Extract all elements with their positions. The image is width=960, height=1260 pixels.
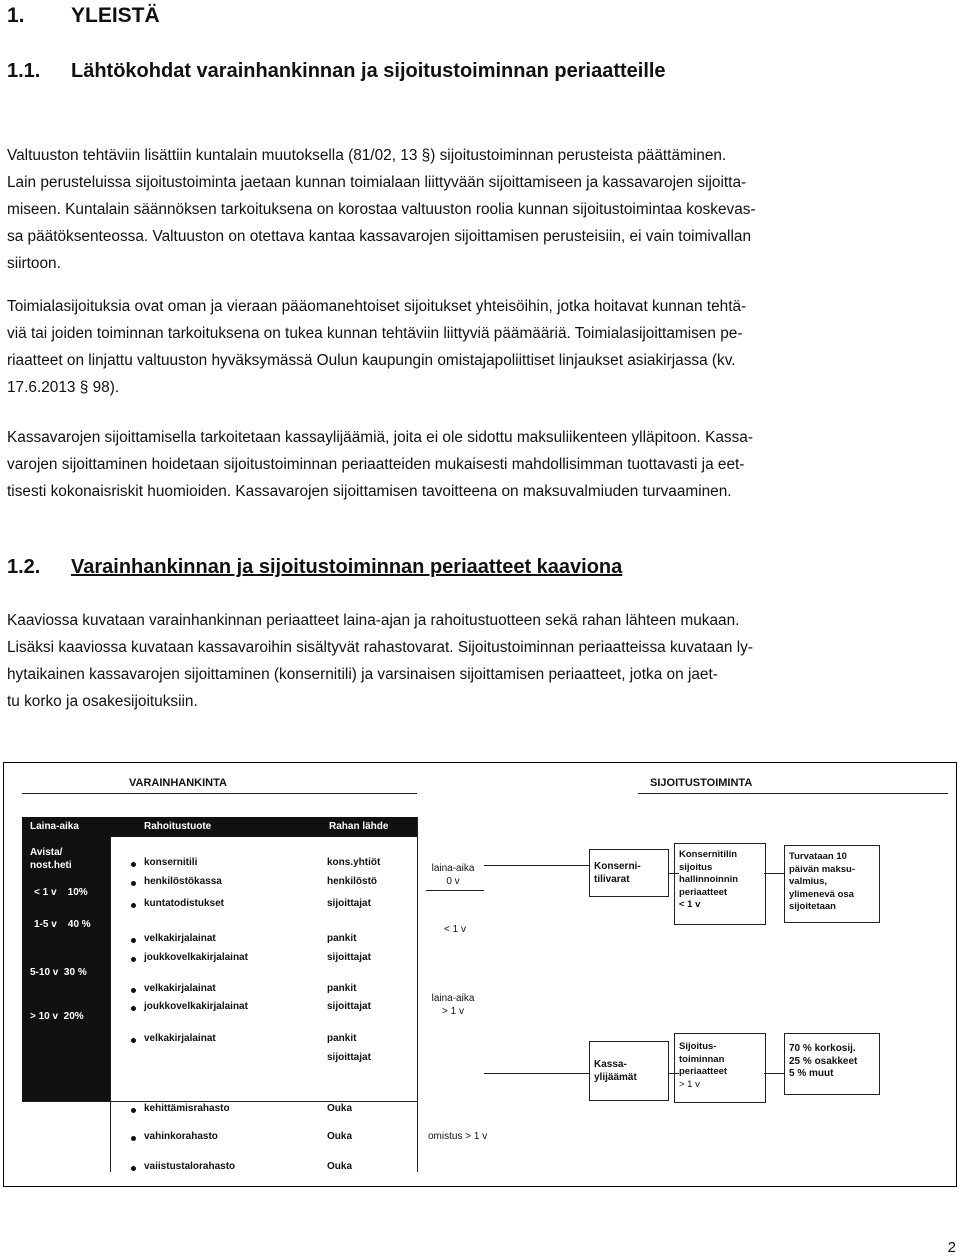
heading-1-1 [7, 60, 666, 83]
heading-1-2-title: Varainhankinnan ja sijoitustoiminnan periaatteet kaaviona [71, 556, 623, 578]
term-label-line: Avista/ [30, 847, 63, 858]
heading-1-number: 1. [7, 4, 25, 27]
box-text-line: ylijäämät [594, 1071, 637, 1083]
term-label: > 10 v 20% [30, 1011, 84, 1022]
product-label: kehittämisrahasto [144, 1103, 230, 1114]
middle-label-line: laina-aika [431, 993, 475, 1004]
source-label: pankit [327, 983, 357, 994]
financing-diagram [3, 762, 957, 1187]
product-label: vaiistustalorahasto [144, 1161, 236, 1172]
heading-1 [7, 4, 160, 28]
paragraph-1-line: Valtuuston tehtäviin lisättiin kuntalain muutoksella (81/02, 13 §) sijoitustoiminnan perusteista päättäminen. [7, 147, 727, 164]
bullet [131, 881, 136, 886]
box-text-line: periaatteet [679, 1066, 728, 1077]
box-text [789, 851, 855, 914]
box-text-line: 70 % korkosij. [789, 1043, 856, 1054]
paragraph-4-line: hytaikainen kassavarojen sijoittaminen (konsernitili) ja varsinaisen sijoittamisen periaatteet, jotka on jaet- [7, 666, 718, 683]
connector-line [764, 1073, 784, 1074]
source-label: sijoittajat [327, 1001, 371, 1012]
product-label: joukkovelkakirjalainat [144, 1001, 248, 1012]
source-label: pankit [327, 1033, 357, 1044]
box-text-line: valmius, [789, 876, 828, 887]
heading-1-2 [7, 556, 622, 579]
product-label: velkakirjalainat [144, 1033, 216, 1044]
paragraph-2 [7, 293, 953, 401]
bullet [131, 1166, 136, 1171]
source-label: Ouka [327, 1161, 353, 1172]
heading-1-title: YLEISTÄ [71, 4, 160, 27]
paragraph-2-line: Toimialasijoituksia ovat oman ja vieraan pääomanehtoiset sijoitukset yhteisöihin, jotka hoitavat kunnan tehtä- [7, 298, 747, 315]
box-text-line: periaatteet [679, 886, 728, 898]
box-text-line: < 1 v [679, 899, 701, 910]
middle-label-line: > 1 v [442, 1005, 464, 1017]
col-header-product: Rahoitustuote [144, 821, 212, 832]
product-label: velkakirjalainat [144, 983, 216, 994]
heading-1-1-title: Lähtökohdat varainhankinnan ja sijoitustoiminnan periaatteille [71, 60, 666, 82]
middle-label-line: laina-aika [431, 863, 475, 874]
bullet [131, 988, 136, 993]
col-header-term: Laina-aika [30, 821, 79, 832]
divider [417, 817, 418, 1172]
source-label: sijoittajat [327, 952, 371, 963]
connector-line [764, 873, 784, 874]
box-text-line: sijoitus [679, 861, 713, 873]
product-label: joukkovelkakirjalainat [144, 952, 248, 963]
paragraph-1 [7, 142, 953, 277]
box-text-line: > 1 v [679, 1078, 700, 1090]
source-label: Ouka [327, 1103, 353, 1114]
bullet [131, 1038, 136, 1043]
bullet [131, 903, 136, 908]
box-text-line: päivän maksu- [789, 863, 855, 875]
source-label: sijoittajat [327, 898, 371, 909]
heading-1-2-number: 1.2. [7, 556, 41, 578]
bullet [131, 957, 136, 962]
box-text-line: tilivarat [594, 873, 630, 885]
product-label: vahinkorahasto [144, 1131, 218, 1142]
divider [22, 793, 417, 794]
source-label: kons.yhtiöt [327, 857, 381, 868]
diagram-title-financing: VARAINHANKINTA [129, 777, 227, 789]
source-label: Ouka [327, 1131, 353, 1142]
divider [426, 890, 484, 891]
paragraph-3-line: Kassavarojen sijoittamisella tarkoitetaan kassaylijäämiä, joita ei ole sidottu maksuliikenteen ylläpitoon. Kassa- [7, 429, 753, 446]
term-label-line: nost.heti [30, 859, 72, 871]
heading-1-1-number: 1.1. [7, 60, 41, 82]
bullet [131, 1006, 136, 1011]
bullet [131, 938, 136, 943]
box-text-line: Turvataan 10 [789, 851, 847, 862]
product-label: konsernitili [144, 857, 198, 868]
col-header-source: Rahan lähde [329, 821, 389, 832]
source-label: henkilöstö [327, 876, 378, 887]
product-label: velkakirjalainat [144, 933, 216, 944]
bullet [131, 1136, 136, 1141]
box-text-line: toiminnan [679, 1053, 725, 1065]
paragraph-3-line: tisesti kokonaisriskit huomioiden. Kassavarojen sijoittamisen tavoitteena on maksuvalmiuden turvaaminen. [7, 483, 732, 500]
box-text [679, 849, 738, 912]
term-label [30, 847, 72, 872]
term-label: < 1 v 10% [34, 887, 88, 898]
product-label: henkilöstökassa [144, 876, 222, 887]
middle-label: omistus > 1 v [428, 1131, 488, 1142]
box-text-line: Konserni- [594, 861, 641, 872]
box-text [594, 861, 641, 886]
bullet [131, 1108, 136, 1113]
paragraph-4-line: Lisäksi kaaviossa kuvataan kassavaroihin sisältyvät rahastovarat. Sijoitustoiminnan periaatteissa kuvataan ly- [7, 639, 753, 656]
middle-label: < 1 v [444, 924, 466, 935]
divider [638, 793, 948, 794]
product-label: kuntatodistukset [144, 898, 225, 909]
paragraph-3 [7, 424, 953, 505]
box-text-line: sijoitetaan [789, 901, 836, 912]
paragraph-3-line: varojen sijoittaminen hoidetaan sijoitustoiminnan periaatteiden mukaisesti mahdollisimman tuottavasti ja eet- [7, 456, 745, 473]
box-text-line: Kassa- [594, 1059, 627, 1070]
paragraph-4 [7, 607, 953, 715]
box-text [679, 1041, 727, 1091]
paragraph-4-line: tu korko ja osakesijoituksiin. [7, 693, 198, 710]
page-number: 2 [947, 1239, 956, 1256]
box-text-line: hallinnoinnin [679, 874, 739, 885]
source-label: pankit [327, 933, 357, 944]
paragraph-1-line: siirtoon. [7, 255, 61, 272]
paragraph-2-line: riaatteet on linjattu valtuuston hyväksymässä Oulun kaupungin omistajapoliittiset linjaukset asiakirjassa (kv. [7, 352, 736, 369]
diagram-title-investment: SIJOITUSTOIMINTA [650, 777, 753, 789]
paragraph-2-line: viä tai joiden toiminnan tarkoituksena on tukea kunnan tehtäviin liittyviä päämääriä. Toimialasijoittamisen pe- [7, 325, 743, 342]
box-text-line: ylimenevä osa [789, 888, 854, 900]
term-label: 1-5 v 40 % [34, 919, 91, 930]
connector-line [484, 865, 589, 866]
box-text-line: Konsernitilin [679, 849, 738, 860]
middle-label [428, 863, 478, 888]
paragraph-1-line: sa päätöksenteossa. Valtuuston on otettava kantaa kassavarojen sijoittamisen perusteisiin, ei vain toimivallan [7, 228, 752, 245]
paragraph-1-line: miseen. Kuntalain säännöksen tarkoituksena on korostaa valtuuston roolia kunnan sijoitustoimintaa koskevas- [7, 201, 756, 218]
bullet [131, 862, 136, 867]
source-label: sijoittajat [327, 1052, 371, 1063]
box-text-line: 25 % osakkeet [789, 1055, 858, 1067]
connector-line [484, 1073, 589, 1074]
box-text [594, 1059, 637, 1084]
term-label: 5-10 v 30 % [30, 967, 87, 978]
box-text-line: Sijoitus- [679, 1041, 717, 1052]
divider [110, 837, 111, 1172]
middle-label-line: 0 v [446, 875, 460, 887]
middle-label [428, 993, 478, 1018]
paragraph-1-line: Lain perusteluissa sijoitustoiminta jaetaan kunnan toimialaan liittyvään sijoittamiseen ja kassavarojen sijoitta- [7, 174, 747, 191]
paragraph-4-line: Kaaviossa kuvataan varainhankinnan periaatteet laina-ajan ja rahoitustuotteen sekä rahan lähteen mukaan. [7, 612, 740, 629]
divider [22, 1101, 417, 1102]
paragraph-2-line: 17.6.2013 § 98). [7, 379, 120, 396]
box-text [789, 1043, 857, 1081]
box-text-line: 5 % muut [789, 1068, 834, 1079]
